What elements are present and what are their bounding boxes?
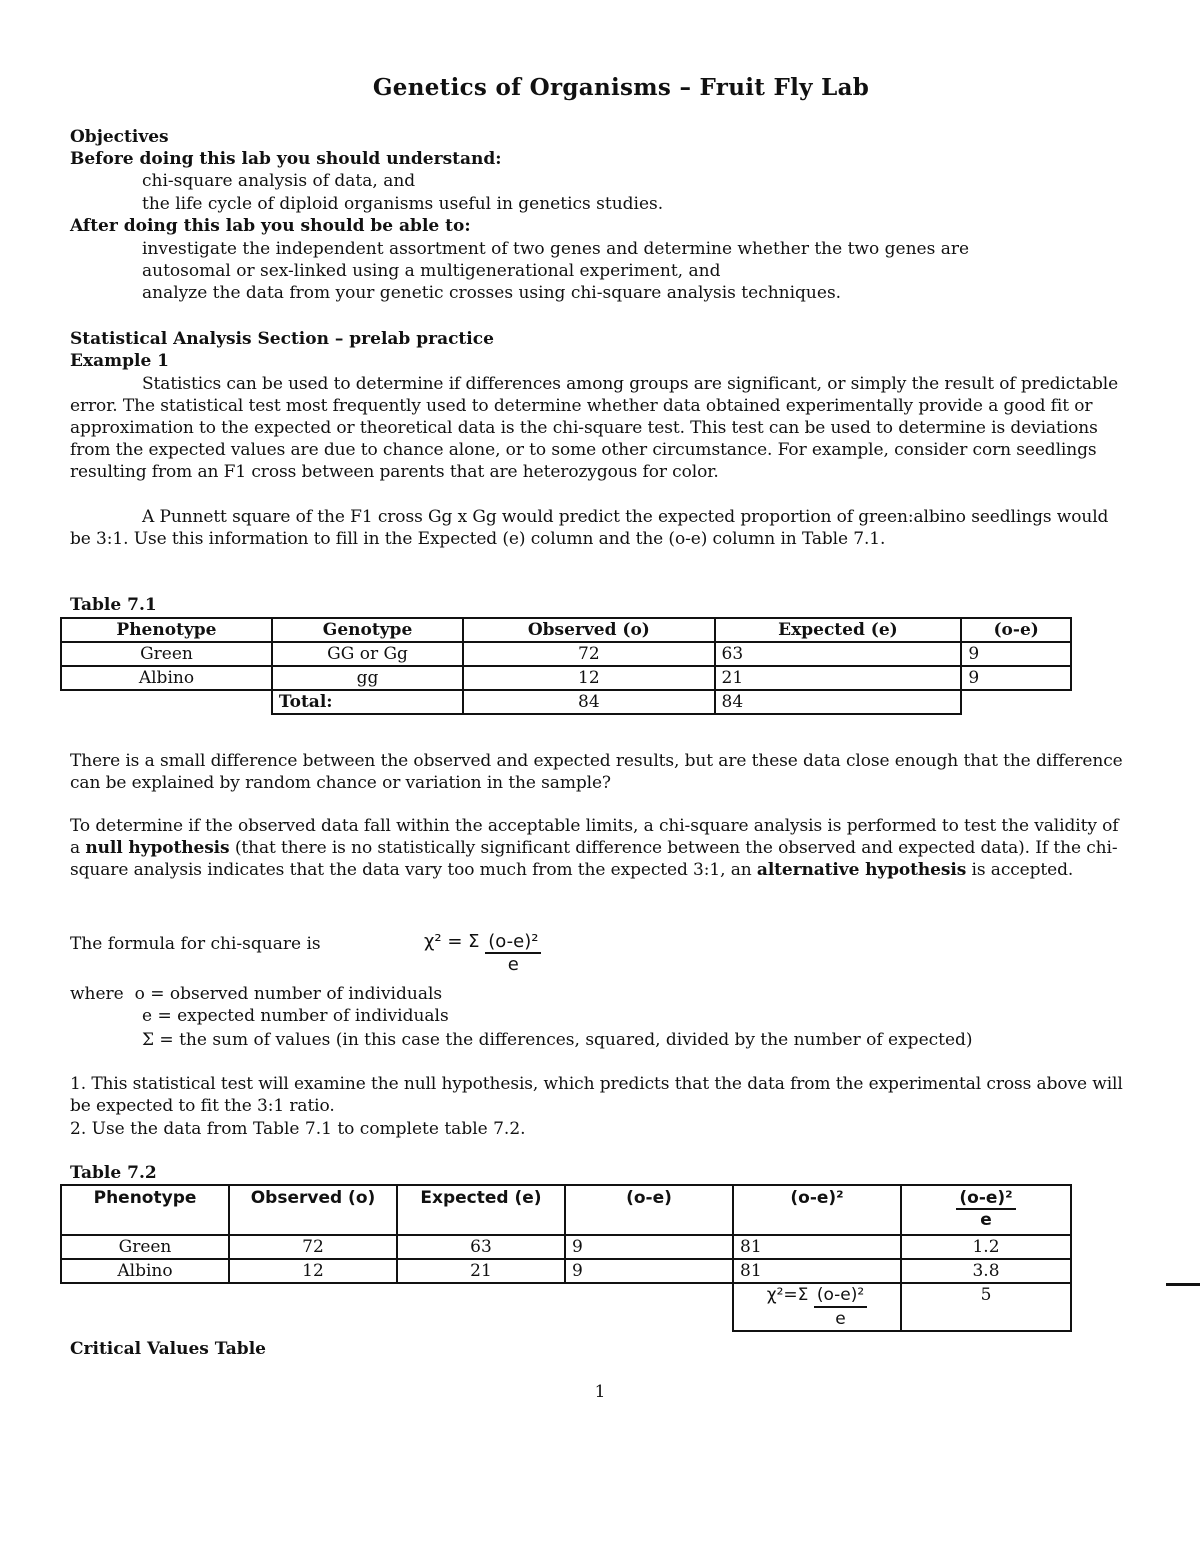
table-cell: Albino: [61, 1259, 229, 1283]
formula-fraction: [485, 931, 541, 975]
column-header: (o-e): [961, 618, 1071, 642]
empty-cell: [61, 1283, 229, 1331]
table-row: [61, 666, 1071, 690]
after-heading: After doing this lab you should be able to:: [70, 216, 471, 236]
formula-denominator: e: [507, 954, 519, 975]
table-row: [61, 1259, 1071, 1283]
table-cell: 72: [229, 1235, 397, 1259]
table-row: [61, 1235, 1071, 1259]
table71-caption: Table 7.1: [70, 595, 157, 615]
empty-cell: [961, 690, 1071, 714]
definition-where: [70, 983, 442, 1005]
table-cell: 81: [733, 1235, 901, 1259]
column-header: Expected (e): [397, 1185, 565, 1235]
empty-cell: [229, 1283, 397, 1331]
formula-label: The formula for chi-square is: [70, 934, 321, 954]
column-header: Observed (o): [463, 618, 714, 642]
total-expected: 84: [715, 690, 962, 714]
table-sum-row: [61, 1283, 1071, 1331]
table-cell: GG or Gg: [272, 642, 463, 666]
empty-cell: [397, 1283, 565, 1331]
table-cell: 63: [715, 642, 962, 666]
alternative-hypothesis-term: alternative hypothesis: [756, 860, 967, 880]
null-hypothesis-term: null hypothesis: [85, 838, 230, 858]
table-cell: 9: [565, 1259, 733, 1283]
sum-numerator: (o-e)²: [814, 1284, 867, 1308]
step-1: 1. This statistical test will examine the null hypothesis, which predicts that the data from the experimental cross above will be expected to fit the 3:1 ratio.: [70, 1074, 1123, 1116]
hypothesis-text: (that there is no statistically significant difference between the observed and expected data). If the chi-square analysis indicates that the data vary too much from the expected 3:1, an: [70, 838, 1118, 880]
sum-formula-cell: [733, 1283, 901, 1331]
before-heading: Before doing this lab you should understand:: [70, 149, 502, 169]
table-row: [61, 642, 1071, 666]
table-total-row: [61, 690, 1071, 714]
sum-denominator: e: [835, 1309, 846, 1329]
column-header: Phenotype: [61, 618, 272, 642]
table-7-1: [60, 617, 1072, 715]
paragraph-statistics: [70, 373, 1128, 483]
table-cell: 9: [961, 642, 1071, 666]
step-2: 2. Use the data from Table 7.1 to complete table 7.2.: [70, 1119, 526, 1139]
total-observed: 84: [463, 690, 714, 714]
table-cell: 9: [961, 666, 1071, 690]
table-cell: 1.2: [901, 1235, 1071, 1259]
formula-lhs: χ² = Σ: [424, 931, 480, 952]
hypothesis-text: To determine if the observed data fall within the acceptable limits, a chi-square analysis is performed to test the validity of a: [70, 816, 1119, 858]
column-header: Expected (e): [715, 618, 962, 642]
objectives-heading: Objectives: [70, 127, 169, 147]
sum-fraction: [814, 1284, 867, 1330]
table-7-2: [60, 1184, 1072, 1332]
hypothesis-text: is accepted.: [971, 860, 1074, 880]
sum-lhs: χ²=Σ: [766, 1285, 809, 1305]
column-header: Observed (o): [229, 1185, 397, 1235]
table-cell: 12: [463, 666, 714, 690]
where-label: where: [70, 984, 124, 1004]
column-header: Phenotype: [61, 1185, 229, 1235]
paragraph-punnett: [70, 506, 1128, 550]
after-item: investigate the independent assortment of two genes and determine whether the two genes are: [142, 239, 970, 259]
page-number: 1: [594, 1382, 606, 1402]
table-cell: 12: [229, 1259, 397, 1283]
column-header: Genotype: [272, 618, 463, 642]
sigma-definition: Σ = the sum of values (in this case the differences, squared, divided by the number of expected): [142, 1030, 973, 1050]
column-header: (o-e)²: [733, 1185, 901, 1235]
column-header: (o-e): [565, 1185, 733, 1235]
table-cell: 81: [733, 1259, 901, 1283]
table-cell: 21: [397, 1259, 565, 1283]
table-cell: Green: [61, 1235, 229, 1259]
column-header-fraction: [901, 1185, 1071, 1235]
table72-caption: Table 7.2: [70, 1163, 157, 1183]
before-item: chi-square analysis of data, and: [142, 171, 416, 191]
table-cell: 9: [565, 1235, 733, 1259]
table-header-row: [61, 1185, 1071, 1235]
margin-mark: [1166, 1283, 1200, 1286]
paragraph-text: A Punnett square of the F1 cross Gg x Gg would predict the expected proportion of green:albino seedlings would be 3:1. Use this information to fill in the Expected (e) column and the (o-e) column in Table 7.1.: [70, 507, 1109, 549]
paragraph-text: Statistics can be used to determine if differences among groups are significant, or simply the result of predictable error. The statistical test most frequently used to determine whether data obtained experimentally provide a good fit or approximation to the expected or theoretical data is the chi-square test. This test can be used to determine is deviations from the expected values are due to chance alone, or to some other circumstance. For example, consider corn seedlings resulting from an F1 cross between parents that are heterozygous for color.: [70, 374, 1119, 482]
example-heading: Example 1: [70, 351, 170, 371]
hypothesis-paragraph: [70, 815, 1128, 881]
question-text: There is a small difference between the observed and expected results, but are these data close enough that the difference can be explained by random chance or variation in the sample?: [70, 751, 1123, 793]
critical-values-heading: Critical Values Table: [70, 1339, 266, 1359]
table-header-row: [61, 618, 1071, 642]
header-numerator: (o-e)²: [956, 1188, 1015, 1210]
table-cell: Albino: [61, 666, 272, 690]
table-cell: Green: [61, 642, 272, 666]
empty-cell: [61, 690, 272, 714]
table-cell: 21: [715, 666, 962, 690]
section-heading: Statistical Analysis Section – prelab practice: [70, 329, 494, 349]
o-definition: o = observed number of individuals: [134, 984, 443, 1004]
after-item: autosomal or sex-linked using a multigenerational experiment, and: [142, 261, 721, 281]
header-fraction: [956, 1188, 1015, 1230]
chi-square-formula: [424, 931, 541, 975]
before-item: the life cycle of diploid organisms useful in genetics studies.: [142, 194, 664, 214]
table-cell: 72: [463, 642, 714, 666]
empty-cell: [565, 1283, 733, 1331]
after-item: analyze the data from your genetic crosses using chi-square analysis techniques.: [142, 283, 842, 303]
page-title: Genetics of Organisms – Fruit Fly Lab: [372, 74, 870, 101]
total-label: Total:: [272, 690, 463, 714]
formula-numerator: (o-e)²: [485, 931, 541, 954]
chi-square-value: 5: [901, 1283, 1071, 1331]
table-cell: 63: [397, 1235, 565, 1259]
e-definition: e = expected number of individuals: [142, 1006, 449, 1026]
table-cell: 3.8: [901, 1259, 1071, 1283]
table-cell: gg: [272, 666, 463, 690]
header-denominator: e: [980, 1210, 992, 1230]
